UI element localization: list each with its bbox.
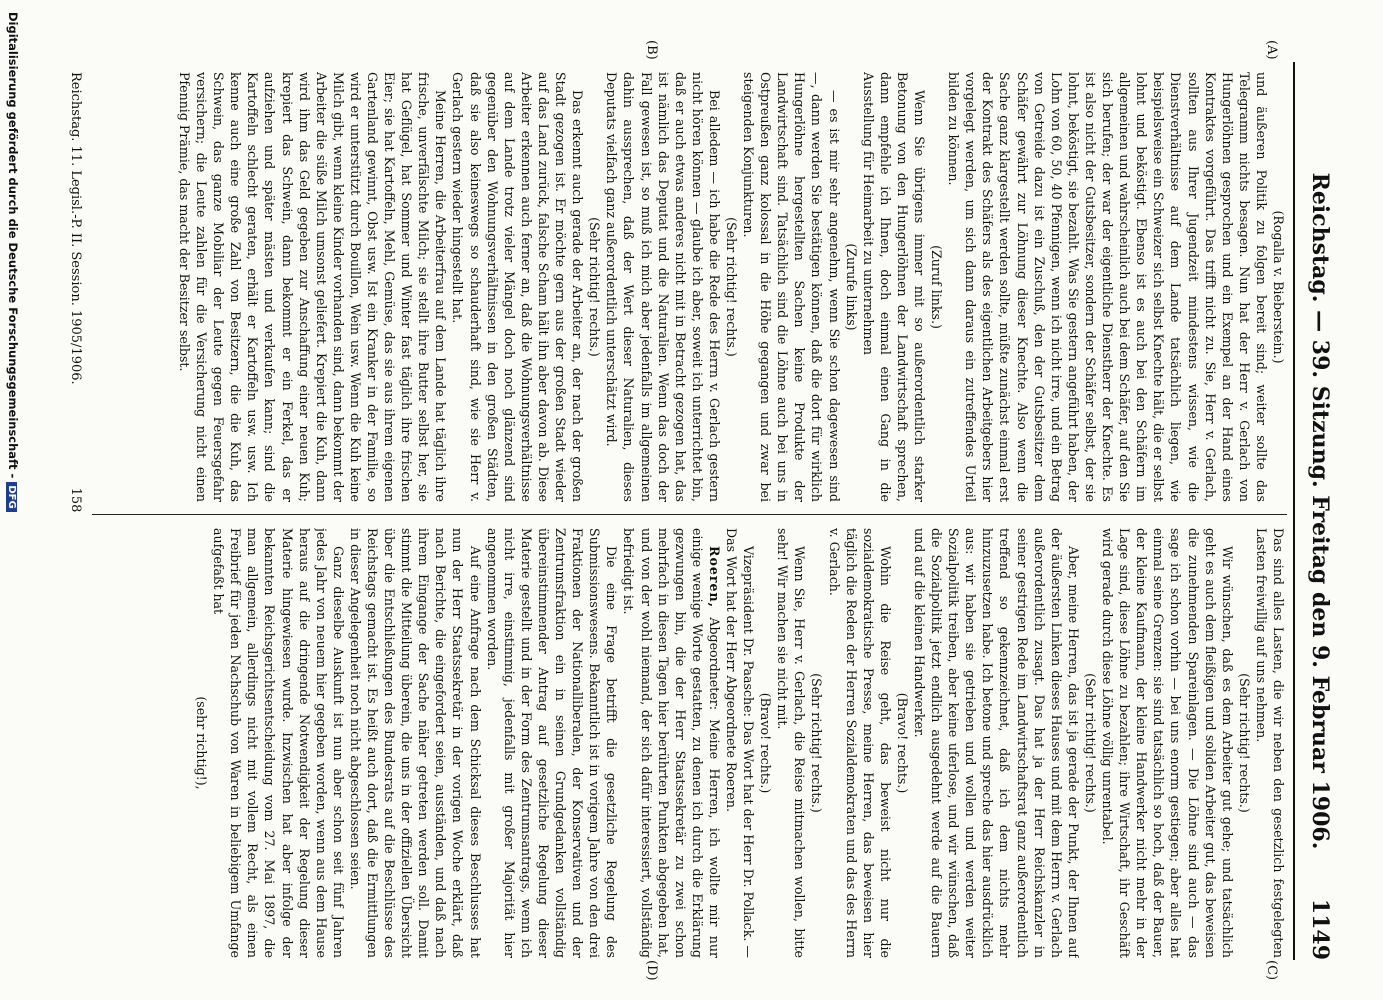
reaction: (Sehr richtig! rechts.) xyxy=(587,217,603,357)
reaction: (Sehr richtig! rechts.) xyxy=(1082,673,1098,813)
president-line: Vizepräsident Dr. Paasche: Das Wort hat der Herr Dr. Pollack. — Das Wort hat der Herr Abgeordnete Roeren. xyxy=(724,528,757,958)
column-divider xyxy=(92,514,1287,515)
paragraph: Auf eine Anfrage nach dem Schicksal dieses Beschlusses hat nun der Herr Staatssekretär in der vorigen Woche erklärt, daß nach Berichte, die eingefordert seien, ausständen, und daß nach ihrem Eingange der Sache näher getreten werden soll. Damit stimmt die Mitteilung überein, die uns in der offiziellen Übersicht über die Entschließungen des Bundesrats auf die Beschlüsse des Reichstags gemacht ist. Es heißt auch dort, daß die Ermittlungen in dieser Angelegenheit noch nicht abgeschlossen seien. xyxy=(347,528,483,958)
paragraph: Bei alledem — ich habe die Rede des Herrn v. Gerlach gestern nicht hören können — glaube ich aber, soweit ich unterrichtet bin, daß er auch etwas anderes nicht mit in Betracht gezogen hat, das ist nämlich das Deputat und die Naturalien. Wenn das doch der Fall gewesen ist, so muß ich mich aber jedenfalls im allgemeinen dahin aussprechen, daß der Wert dieser Naturalien, dieses Deputats vielfach ganz außerordentlich unterschätzt wird. xyxy=(604,72,722,502)
paragraph: Das erkennt auch gerade der Arbeiter an, der nach der großen Stadt gezogen ist. Er möchte gern aus der großen Stadt wieder auf das Land zurück, falsche Scham hält ihn aber davon ab. Diese Arbeiter erkennen auch ferner an, daß die Wohnungsverhältnisse auf dem Lande trotz vieler Mängel doch noch glänzend sind gegenüber den Wohnungsverhältnissen in den großen Städten, daß sie also keineswegs so schauderhaft sind, wie sie Herr v. Gerlach gestern wieder hingestellt hat. xyxy=(450,72,586,502)
reaction: (Sehr richtig! rechts.) xyxy=(1236,673,1252,813)
dfg-logo: DFG xyxy=(6,482,17,511)
reaction: (sehr richtig!), xyxy=(194,696,210,790)
right-column xyxy=(92,528,1287,958)
paragraph: Aber, meine Herren, das ist ja gerade der Punkt, der Ihnen auf der äußersten Linken dieses Hauses und mit dem Herrn v. Gerlach außerordentlich zusagt. Das hat ja der Herr Reichskanzler in seiner gestrigen Rede im Landwirtschaftsrat ganz außerordentlich treffend so gekennzeichnet, daß ich dem nichts mehr hinzuzusetzen habe. Ich betone und spreche das hier ausdrücklich aus: wir haben sie getrieben und wollen und werden weiter Sozialpolitik treiben, aber keine uferlose, und wir wünschen, daß die Sozialpolitik jetzt endlich ausgedehnt werde auf die Bauern und auf die kleinen Handwerker. xyxy=(912,528,1081,958)
footer-page-number: 158 xyxy=(68,487,83,513)
paragraph: Wir wünschen, daß es dem Arbeiter gut gehe; und tatsächlich geht es auch dem fleißigen und soliden Arbeiter gut, das beweisen die zunehmenden Spareinlagen. — Die Löhne sind auch — das sage ich schon vorhin — bei uns enorm gestiegen; aber alles hat einmal seine Grenzen: sie sind tatsächlich so hoch, daß der Bauer, der kleine Kaufmann, der kleine Handwerker nicht mehr in der Lage sind, diese Löhne zu bezahlen; ihre Wirtschaft, ihr Geschäft wird gerade durch diese Löhne völlig unrentabel. xyxy=(1100,528,1235,958)
speaker-line: (Rogalla v. Bieberstein.) xyxy=(1271,210,1286,364)
paragraph: Wenn Sie, Herr v. Gerlach, die Reise mitmachen wollen, bitte sehr! Wir machen sie nicht mit. xyxy=(775,528,808,958)
margin-mark-c: (C) xyxy=(1264,960,1279,981)
paragraph: Das sind alles Lasten, die wir neben den gesetzlich festgelegten Lasten freiwillig auf uns nehmen. xyxy=(1253,528,1286,958)
margin-mark-b: (B) xyxy=(644,40,659,60)
paragraph: und äußeren Politik zu folgen bereit sind; weiter sollte das Telegramm nichts besagen. Nun hat der Herr v. Gerlach von Hungerlöhnen gesprochen und ein Exempel an der Hand eines Kontraktes vorgeführt. Das trifft nicht zu. Sie, Herr v. Gerlach, sollten aus Ihrer Jugendzeit mindestens wissen, wie die Dienstverhältnisse auf dem Lande tatsächlich liegen, wie beispielsweise ein Schweizer sich selbst Knechte hält, die er selbst lohnt und beköstigt. Ebenso ist es auch bei den Schäfern im allgemeinen und wahrscheinlich auch bei dem Schäfer, auf den Sie sich berufen; der war der eigentliche Dienstherr der Knechte. Es ist also nicht der Gutsbesitzer, sondern der Schäfer selbst, der sie lohnt, beköstigt, sie bezahlt. Was Sie gestern angeführt haben, der Lohn von 60, 50, 40 Pfennigen, wenn ich nicht irre, und ein Betrag von Getreide dazu ist ein Zuschuß, den der Gutsbesitzer dem Schäfer gewährt zur Löhnung dieser Knechte. Also wenn die Sache ganz klargestellt werden sollte, müßte zunächst einmal erst der Kontrakt des Schäfers als des eigentlichen Arbeitgebers hier vorgelegt werden, um sich dann daraus ein zutreffendes Urteil bilden zu können. xyxy=(946,72,1269,502)
reaction: (Bravo! rechts.) xyxy=(758,692,774,794)
page-header xyxy=(1293,62,1335,960)
reaction: (Sehr richtig! rechts.) xyxy=(809,673,825,813)
paragraph: Wohin die Reise geht, das beweist nicht nur die sozialdemokratische Presse, meine Herren, das beweisen hier täglich die Reden der Herren Sozialdemokraten und das des Herrn v. Gerlach. xyxy=(826,528,893,958)
reaction: (Zuruf links.) xyxy=(929,245,945,329)
header-title: Reichstag. — 39. Sitzung. Freitag den 9. Februar 1906. xyxy=(1307,172,1333,850)
text-columns xyxy=(92,62,1287,960)
speech-opening xyxy=(620,528,723,958)
paragraph: Wenn Sie übrigens immer mit so außerordentlich starker Betonung von den Hungerlöhnen der Landwirtschaft sprechen, dann empfehle ich Ihnen, doch einmal einen Gang in die Ausstellung für Heimarbeit zu unternehmen xyxy=(860,72,928,502)
paragraph: — es ist mir sehr angenehm, wenn Sie schon dagewesen sind —, dann werden Sie bestätigen können, daß die dort für wirklich Hungerlöhne hergestellten Sachen keine Produkte der Landwirtschaft sind. Tatsächlich sind die Löhne auch bei uns in Ostpreußen ganz kolossal in die Höhe gegangen und zwar bei steigenden Konjunkturen. xyxy=(741,72,842,502)
paragraph: Die eine Frage betrifft die gesetzliche Regelung des Submissionswesens. Bekanntlich ist in vorigem Jahre von den drei Fraktionen der Nationalliberalen, der Konservativen und der Zentrumsfraktion ein in seinen Grundgedanken vollständig übereinstimmender Antrag auf gesetzliche Regelung dieser Materie gestellt und in der Form des Zentrumsantrags, wenn ich nicht irre, einstimmig, jedenfalls mit großer Majorität hier angenommen worden. xyxy=(484,528,620,958)
reaction: (Zurufe links) xyxy=(843,243,859,331)
paragraph: Ganz dieselbe Auskunft ist nun aber schon seit fünf Jahren jedes Jahr von neuem hier gegeben worden, wenn aus dem Hause heraus auf die dringende Notwendigkeit der Regelung dieser Materie hingewiesen wurde. Inzwischen hat aber infolge der bekannten Reichsgerichtsentscheidung vom 27. Mai 1897, die man allgemein, allerdings nicht mit vollem Recht, als einen Freibrief für jeden Nachschub von Waren in beliebigem Umfange aufgefaßt hat xyxy=(211,528,346,958)
speaker-name: Roeren, xyxy=(706,546,722,609)
margin-mark-a: (A) xyxy=(1264,40,1279,60)
digitization-credit xyxy=(6,12,20,512)
reaction: (Bravo! rechts.) xyxy=(894,692,910,794)
reaction: (Sehr richtig! rechts.) xyxy=(724,217,739,357)
footer-session-info: Reichstag. 11. Legisl.-P. II. Session. 1905/1906. xyxy=(68,72,83,385)
credit-text: Digitalisierung gefördert durch die Deutsche Forschungsgemeinschaft - xyxy=(6,12,20,479)
paragraph: Meine Herren, die Arbeiterfrau auf dem Lande hat täglich ihre frische, unverfälschte Milch; sie stellt ihre Butter selbst her, sie hat Geflügel, hat Sommer und Winter fast täglich ihre frischen Eier; sie hat Kartoffeln, Mehl, Gemüse, das sie aus ihrem eigenen Gartenland gewinnt, Obst usw. Ist ein Kranker in der Familie, so wird er unterstützt durch Bouillon, Wein usw. Wenn die Kuh keine Milch gibt, wenn kleine Kinder vorhanden sind, dann bekommt der Arbeiter die süße Milch umsonst geliefert. Krepiert die Kuh, dann wird ihm das Geld gegeben zur Anschaffung einer neuen Kuh; krepiert das Schwein, dann bekommt er ein Ferkel, das er aufziehen und später mästen und verkaufen kann; sind die Kartoffeln schlecht geraten, erhält er Kartoffeln usw. usw. Ich kenne auch eine große Zahl von Besitzern, die die Kuh, das Schwein, das ganze Mobiliar der Leute gegen Feuersgefahr versichern; die Leute zahlen für die Versicherung nicht einen Pfennig Prämie, das macht der Besitzer selbst. xyxy=(177,72,449,502)
paragraph: Abgeordneter: Meine Herren, ich wollte mir nur einige wenige Worte gestatten, zu denen ich durch die Erklärung gezwungen bin, die der Herr Staatssekretär zu zwei schon mehrfach in diesen Tagen hier berührten Punkten abgegeben hat, und von der wohl niemand, der sich dafür interessiert, vollständig befriedigt ist. xyxy=(621,528,722,958)
header-page-number: 1149 xyxy=(1307,898,1333,960)
left-column xyxy=(92,72,1287,502)
margin-mark-d: (D) xyxy=(644,960,659,981)
